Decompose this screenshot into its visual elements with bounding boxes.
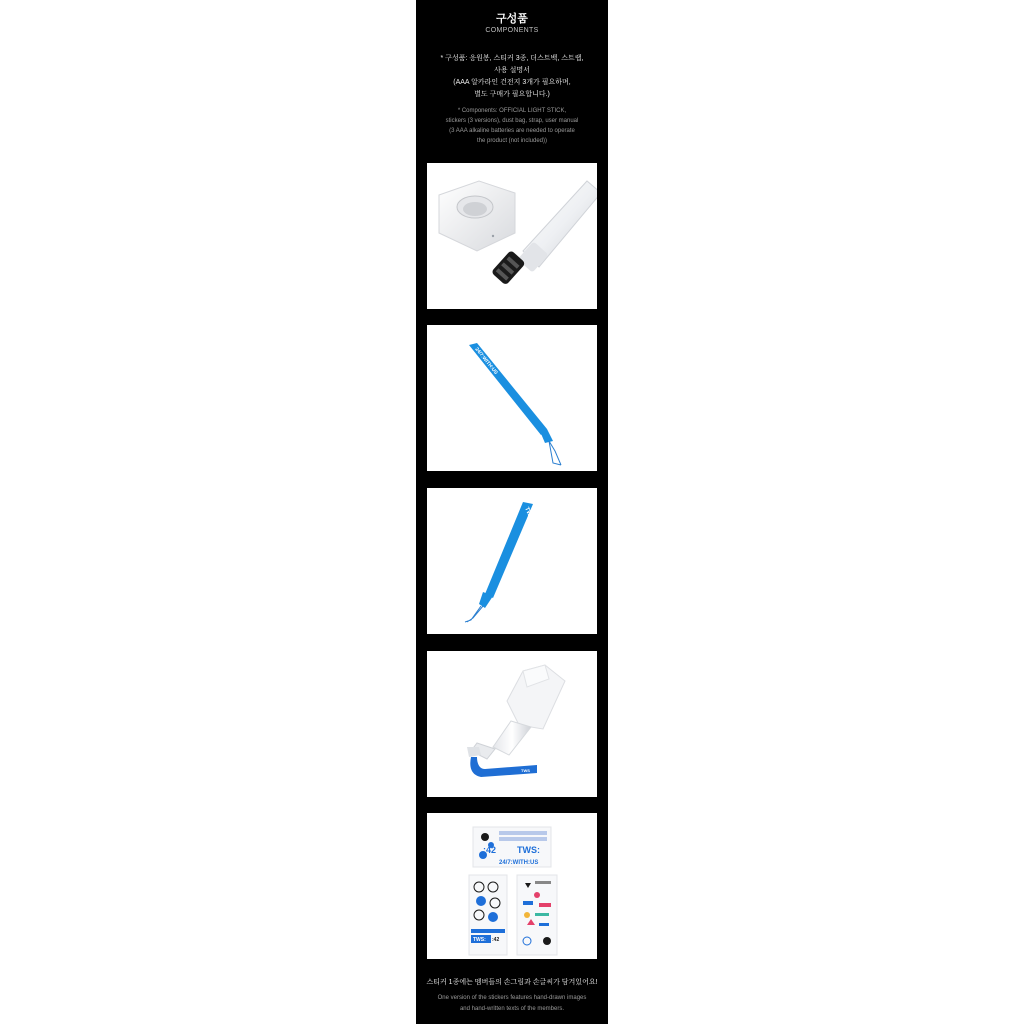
sticker-caption-english <box>422 993 602 1015</box>
note-en-line: stickers (3 versions), dust bag, strap, user manual <box>445 118 579 124</box>
light-stick-handle <box>467 721 531 759</box>
strap-print-text: 24/7:WITH:US <box>473 346 499 376</box>
strap-back-illustration <box>427 488 597 634</box>
note-en-line: * Components: OFFICIAL LIGHT STICK, <box>457 108 567 114</box>
light-stick-base-illustration <box>427 163 597 309</box>
strap-front-image <box>427 325 597 471</box>
stickers-image <box>427 813 597 959</box>
sticker-sheet-logo <box>473 827 551 867</box>
light-stick-strap <box>470 757 537 777</box>
sticker-tagline: 24/7:WITH:US <box>499 860 539 866</box>
sticker-sheet-handwriting <box>517 875 557 955</box>
strap-back-image <box>427 488 597 634</box>
strap-band <box>469 343 561 465</box>
product-detail-strip <box>416 0 608 1024</box>
strap-front-illustration <box>427 325 597 471</box>
sticker-sheet-drawings <box>469 875 507 955</box>
stickers-illustration <box>427 813 597 959</box>
sticker-small-number: :42 <box>492 937 500 943</box>
caption-en-line: and hand-written texts of the members. <box>459 1006 565 1012</box>
light-stick-with-strap-illustration <box>427 651 597 797</box>
section-title: 구성품 <box>496 13 528 25</box>
sticker-small-logo: TWS: <box>473 937 486 943</box>
note-en-line: the product (not included)) <box>476 138 548 144</box>
note-kr-line: 별도 구매가 필요합니다.) <box>474 91 550 98</box>
note-en-line: (3 AAA alkaline batteries are needed to operate <box>449 128 575 134</box>
note-kr-line: * 구성품: 응원봉, 스티커 3종, 더스트백, 스트랩, <box>440 55 584 62</box>
sticker-caption-korean: 스티커 1종에는 멤버들의 손그림과 손글씨가 담겨있어요! <box>426 979 598 986</box>
note-kr-line: 사용 설명서 <box>494 67 530 74</box>
strap-small-logo: TWS <box>521 768 530 773</box>
light-stick-with-strap-image <box>427 651 597 797</box>
note-kr-line: (AAA 알카라인 건전지 3개가 필요하며, <box>453 79 571 86</box>
sticker-logo-text: TWS: <box>517 845 540 855</box>
sticker-number: :42 <box>483 845 497 855</box>
strap-band-back <box>465 502 534 622</box>
caption-en-line: One version of the stickers features hand-drawn images <box>437 995 587 1001</box>
components-note-korean <box>424 53 600 101</box>
light-stick-head <box>507 665 565 729</box>
section-subtitle: COMPONENTS <box>485 27 539 34</box>
components-note-english <box>424 106 600 146</box>
base-cap <box>439 181 515 251</box>
strap-logo: TWS <box>523 506 534 522</box>
light-stick-base-image <box>427 163 597 309</box>
